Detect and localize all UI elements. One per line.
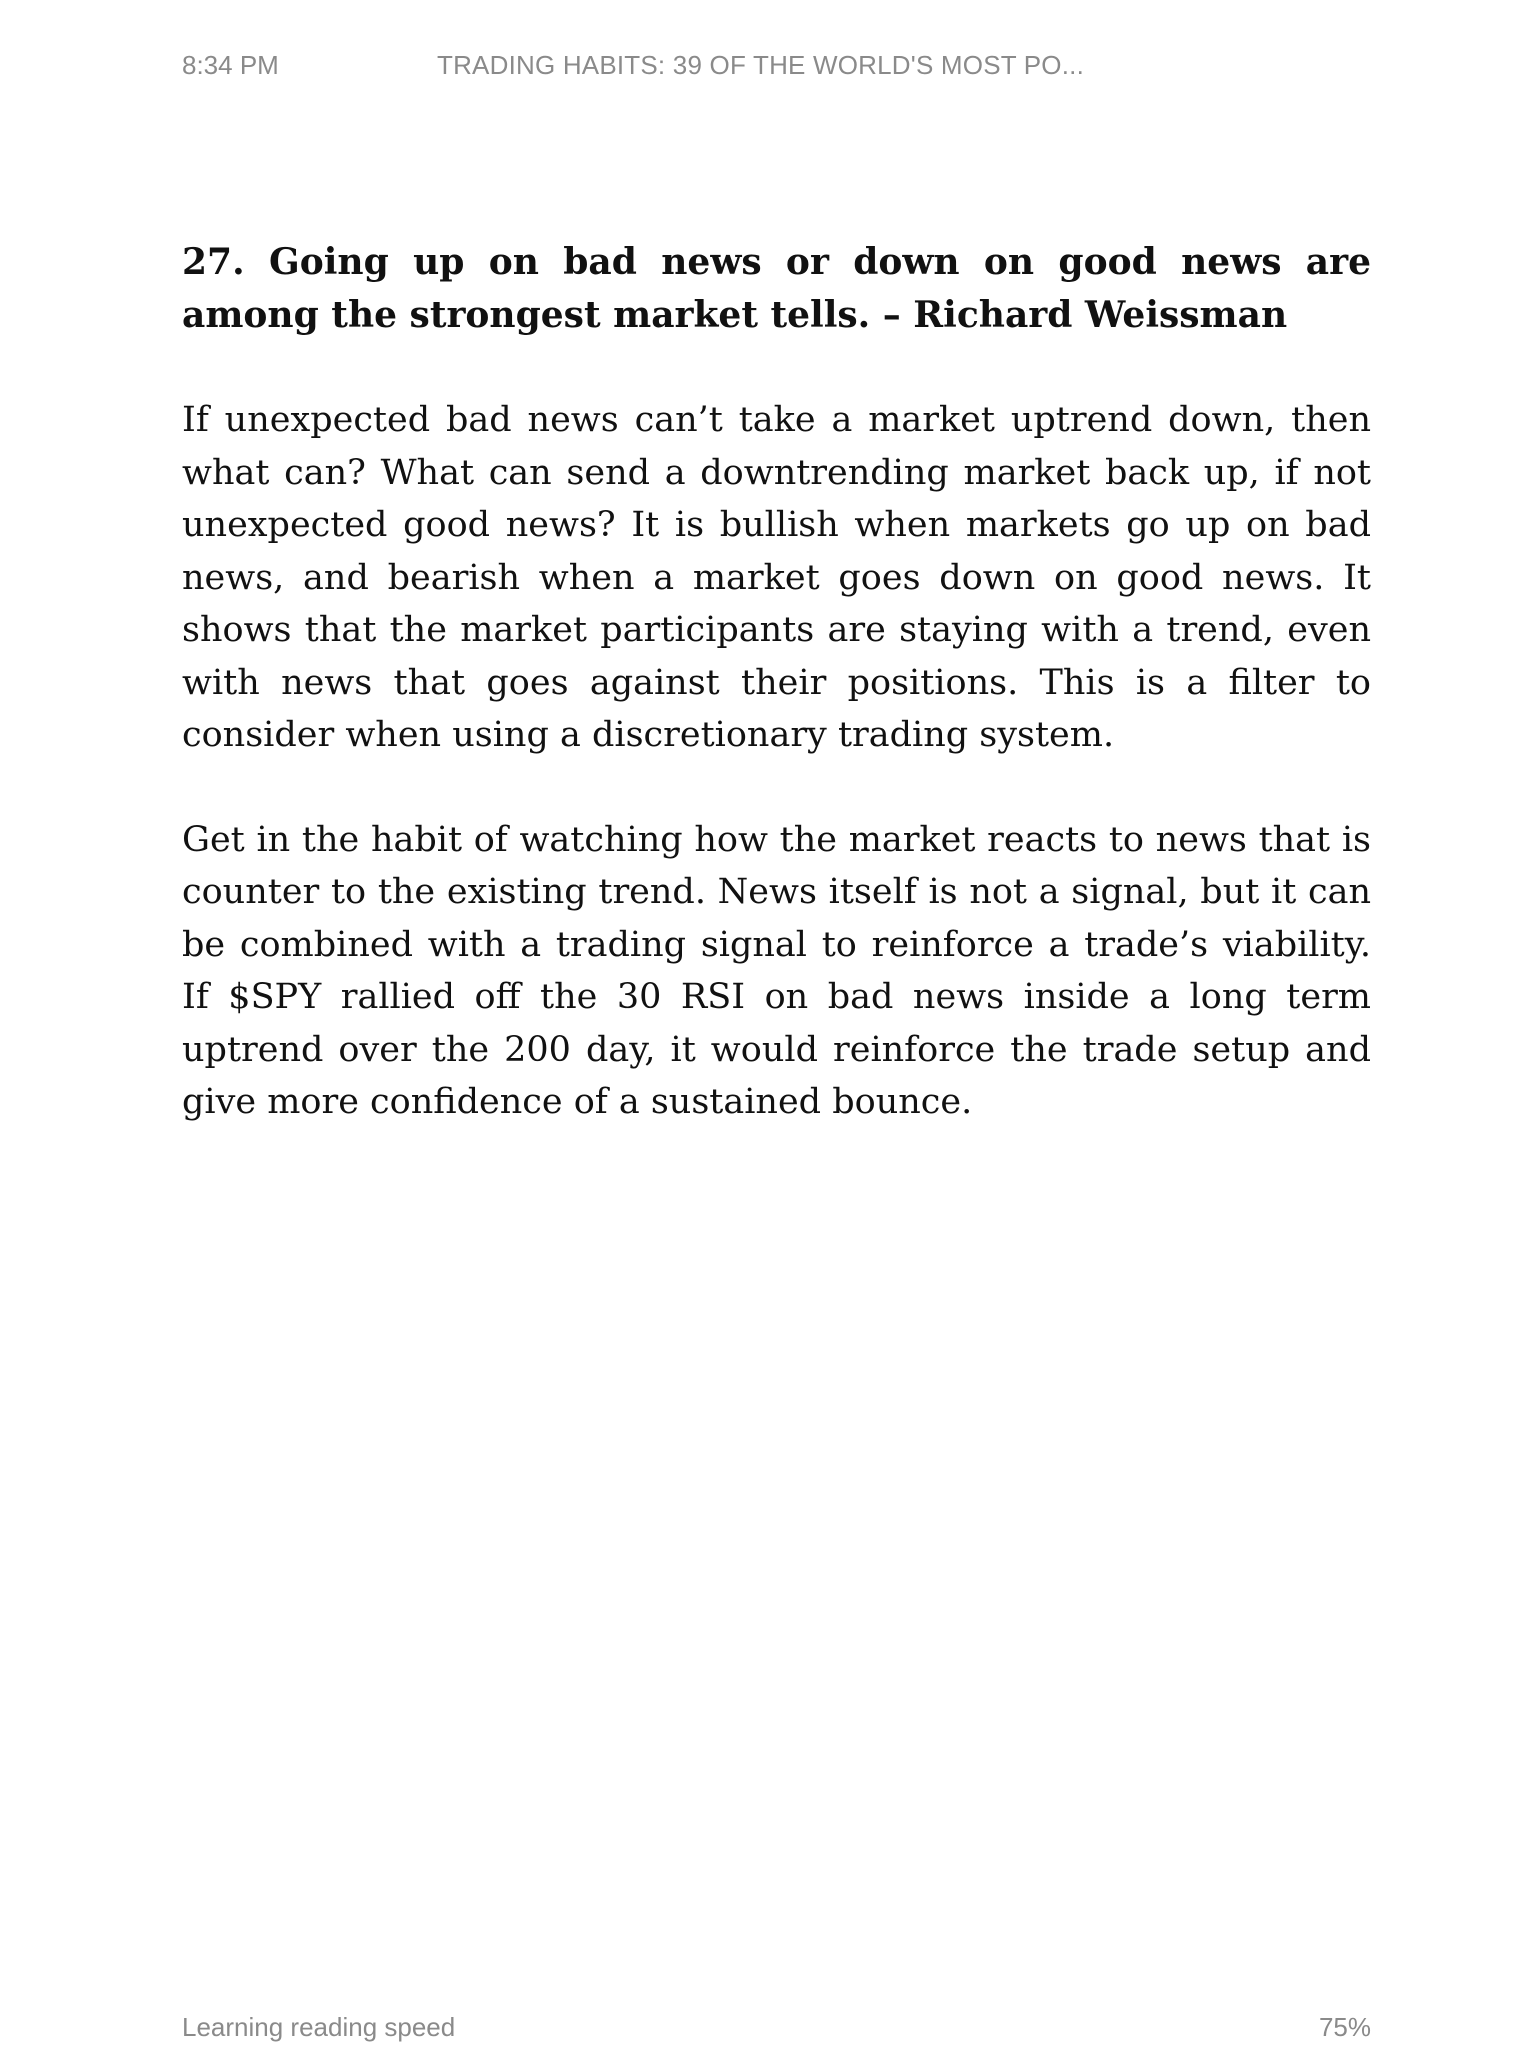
status-bar — [182, 50, 1371, 90]
paragraph-2: Get in the habit of watching how the market reacts to news that is counter to the existing trend. News itself is not a signal, but it can be combined with a trading signal to reinforce a trade’s viability. If $SPY rallied off the 30 RSI on bad news inside a long term uptrend over the 200 day, it would reinforce the trade setup and give more confidence of a sustained bounce. — [182, 819, 1371, 1122]
paragraph-1: If unexpected bad news can’t take a market uptrend down, then what can? What can send a downtrending market back up, if not unexpected good news? It is bullish when markets go up on bad news, and bearish when a market goes down on good news. It shows that the market participants are staying with a trend, even with news that goes against their positions. This is a filter to consider when using a discretionary trading system. — [182, 400, 1371, 755]
section-heading: 27. Going up on bad news or down on good news are among the strongest market tells. – Richard Weissman — [182, 241, 1371, 336]
status-time: 8:34 PM — [182, 50, 279, 80]
reading-speed-label: Learning reading speed — [182, 2012, 456, 2042]
progress-percent: 75% — [1318, 2012, 1371, 2042]
reader-footer — [182, 2012, 1371, 2044]
reader-page-content[interactable] — [182, 236, 1371, 1181]
book-title[interactable]: TRADING HABITS: 39 OF THE WORLD'S MOST PO... — [437, 50, 1085, 80]
